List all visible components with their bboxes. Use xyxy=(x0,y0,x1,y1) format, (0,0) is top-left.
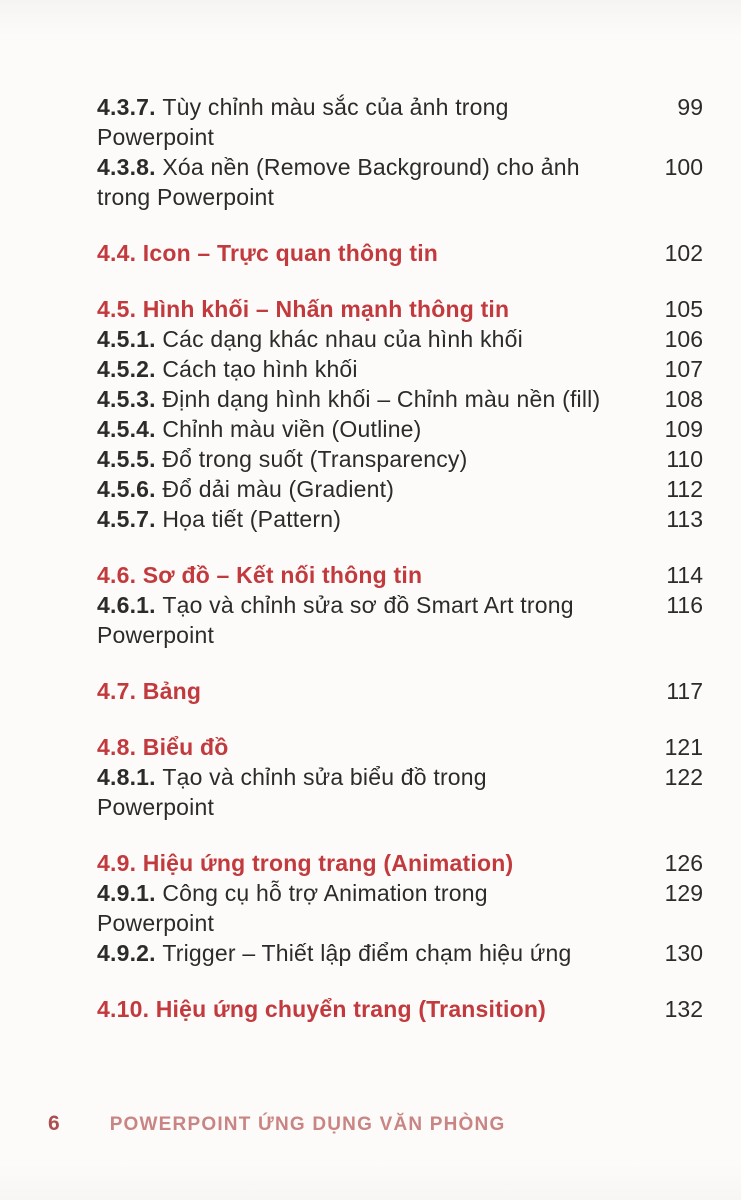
toc-entry-number: 4.5.3. xyxy=(97,386,163,412)
toc-entry-number: 4.9.1. xyxy=(97,880,163,906)
toc-entry-page: 126 xyxy=(664,850,703,876)
toc-entry-title xyxy=(97,414,422,444)
toc-entry-title xyxy=(97,560,422,590)
toc-sub-entry xyxy=(97,474,703,504)
toc-entry-continuation: Powerpoint xyxy=(97,910,215,936)
toc-entry-page: 110 xyxy=(666,446,703,472)
toc-entry-page: 122 xyxy=(664,764,703,790)
toc-section-entry xyxy=(97,732,703,762)
toc-entry-text: Công cụ hỗ trợ Animation trong xyxy=(162,880,488,906)
toc-entry-text: Trigger – Thiết lập điểm chạm hiệu ứng xyxy=(162,940,572,966)
toc-entry-text: Bảng xyxy=(142,678,202,704)
footer-book-title: POWERPOINT ỨNG DỤNG VĂN PHÒNG xyxy=(109,1114,506,1135)
toc-entry-title xyxy=(97,474,394,504)
toc-sub-entry xyxy=(97,762,703,822)
toc-entry-number: 4.6. xyxy=(97,562,143,588)
toc-sub-entry xyxy=(97,414,703,444)
toc-entry-number: 4.5.5. xyxy=(97,446,163,472)
toc-list xyxy=(97,92,703,1024)
toc-entry-page: 109 xyxy=(664,416,703,442)
toc-section-entry xyxy=(97,994,703,1024)
toc-entry-title xyxy=(97,92,509,152)
toc-entry-number: 4.3.8. xyxy=(97,154,163,180)
toc-entry-title xyxy=(97,444,468,474)
toc-entry-number: 4.6.1. xyxy=(97,592,163,618)
toc-entry-title xyxy=(97,878,488,938)
toc-sub-entry xyxy=(97,92,703,152)
toc-entry-title xyxy=(97,384,600,414)
toc-entry-page: 129 xyxy=(664,880,703,906)
toc-entry-title xyxy=(97,762,487,822)
toc-entry-title xyxy=(97,354,358,384)
toc-entry-number: 4.5.6. xyxy=(97,476,163,502)
toc-section-entry xyxy=(97,848,703,878)
toc-entry-page: 121 xyxy=(664,734,703,760)
toc-entry-number: 4.5. xyxy=(97,296,143,322)
toc-entry-continuation: trong Powerpoint xyxy=(97,184,275,210)
toc-entry-page: 106 xyxy=(664,326,703,352)
toc-section-entry xyxy=(97,560,703,590)
toc-entry-title xyxy=(97,324,523,354)
toc-entry-number: 4.3.7. xyxy=(97,94,163,120)
toc-entry-number: 4.5.1. xyxy=(97,326,163,352)
toc-entry-number: 4.4. xyxy=(97,240,143,266)
toc-sub-entry xyxy=(97,590,703,650)
toc-sub-entry xyxy=(97,152,703,212)
toc-sub-entry xyxy=(97,878,703,938)
toc-sub-entry xyxy=(97,384,703,414)
toc-entry-title xyxy=(97,590,574,650)
toc-entry-title xyxy=(97,676,201,706)
toc-entry-text: Sơ đồ – Kết nối thông tin xyxy=(142,562,423,588)
toc-section-entry xyxy=(97,676,703,706)
footer-page-number: 6 xyxy=(48,1112,60,1135)
toc-entry-page: 113 xyxy=(666,506,703,532)
toc-sub-entry xyxy=(97,504,703,534)
toc-entry-number: 4.5.7. xyxy=(97,506,163,532)
toc-entry-page: 116 xyxy=(666,592,703,618)
toc-entry-title xyxy=(97,994,546,1024)
toc-entry-page: 99 xyxy=(677,94,703,120)
toc-entry-text: Họa tiết (Pattern) xyxy=(162,506,342,532)
toc-entry-page: 114 xyxy=(666,562,703,588)
toc-entry-number: 4.8. xyxy=(97,734,143,760)
toc-entry-text: Tạo và chỉnh sửa sơ đồ Smart Art trong xyxy=(162,592,574,618)
toc-entry-number: 4.7. xyxy=(97,678,143,704)
toc-entry-number: 4.8.1. xyxy=(97,764,163,790)
toc-entry-number: 4.10. xyxy=(97,996,156,1022)
toc-entry-text: Chỉnh màu viền (Outline) xyxy=(162,416,422,442)
toc-entry-page: 117 xyxy=(666,678,703,704)
toc-entry-number: 4.5.2. xyxy=(97,356,163,382)
toc-entry-number: 4.5.4. xyxy=(97,416,163,442)
toc-entry-title xyxy=(97,152,580,212)
toc-entry-text: Cách tạo hình khối xyxy=(162,356,358,382)
toc-entry-number: 4.9.2. xyxy=(97,940,163,966)
toc-entry-text: Icon – Trực quan thông tin xyxy=(142,240,439,266)
toc-entry-text: Các dạng khác nhau của hình khối xyxy=(162,326,523,352)
toc-entry-text: Tạo và chỉnh sửa biểu đồ trong xyxy=(162,764,487,790)
toc-entry-page: 108 xyxy=(664,386,703,412)
toc-entry-text: Hình khối – Nhấn mạnh thông tin xyxy=(142,296,510,322)
toc-sub-entry xyxy=(97,444,703,474)
page-footer xyxy=(0,1112,741,1136)
toc-entry-continuation: Powerpoint xyxy=(97,794,215,820)
toc-entry-number: 4.9. xyxy=(97,850,143,876)
toc-entry-text: Tùy chỉnh màu sắc của ảnh trong xyxy=(162,94,509,120)
toc-entry-continuation: Powerpoint xyxy=(97,124,215,150)
toc-entry-title xyxy=(97,732,229,762)
toc-section-entry xyxy=(97,294,703,324)
toc-entry-continuation: Powerpoint xyxy=(97,622,215,648)
toc-entry-title xyxy=(97,294,509,324)
toc-entry-page: 105 xyxy=(664,296,703,322)
toc-entry-page: 102 xyxy=(664,240,703,266)
toc-entry-text: Định dạng hình khối – Chỉnh màu nền (fill) xyxy=(162,386,601,412)
toc-entry-text: Hiệu ứng trong trang (Animation) xyxy=(142,850,514,876)
toc-entry-page: 100 xyxy=(664,154,703,180)
toc-entry-title xyxy=(97,938,571,968)
toc-section-entry xyxy=(97,238,703,268)
toc-entry-title xyxy=(97,238,438,268)
toc-entry-title xyxy=(97,504,341,534)
toc-entry-text: Hiệu ứng chuyển trang (Transition) xyxy=(155,996,546,1022)
toc-entry-page: 107 xyxy=(664,356,703,382)
toc-entry-title xyxy=(97,848,513,878)
toc-entry-text: Đổ trong suốt (Transparency) xyxy=(162,446,468,472)
toc-entry-text: Xóa nền (Remove Background) cho ảnh xyxy=(162,154,580,180)
toc-sub-entry xyxy=(97,354,703,384)
toc-sub-entry xyxy=(97,324,703,354)
toc-entry-page: 130 xyxy=(664,940,703,966)
toc-entry-text: Biểu đồ xyxy=(142,734,229,760)
toc-sub-entry xyxy=(97,938,703,968)
toc-entry-text: Đổ dải màu (Gradient) xyxy=(162,476,395,502)
toc-entry-page: 132 xyxy=(664,996,703,1022)
toc-entry-page: 112 xyxy=(666,476,703,502)
